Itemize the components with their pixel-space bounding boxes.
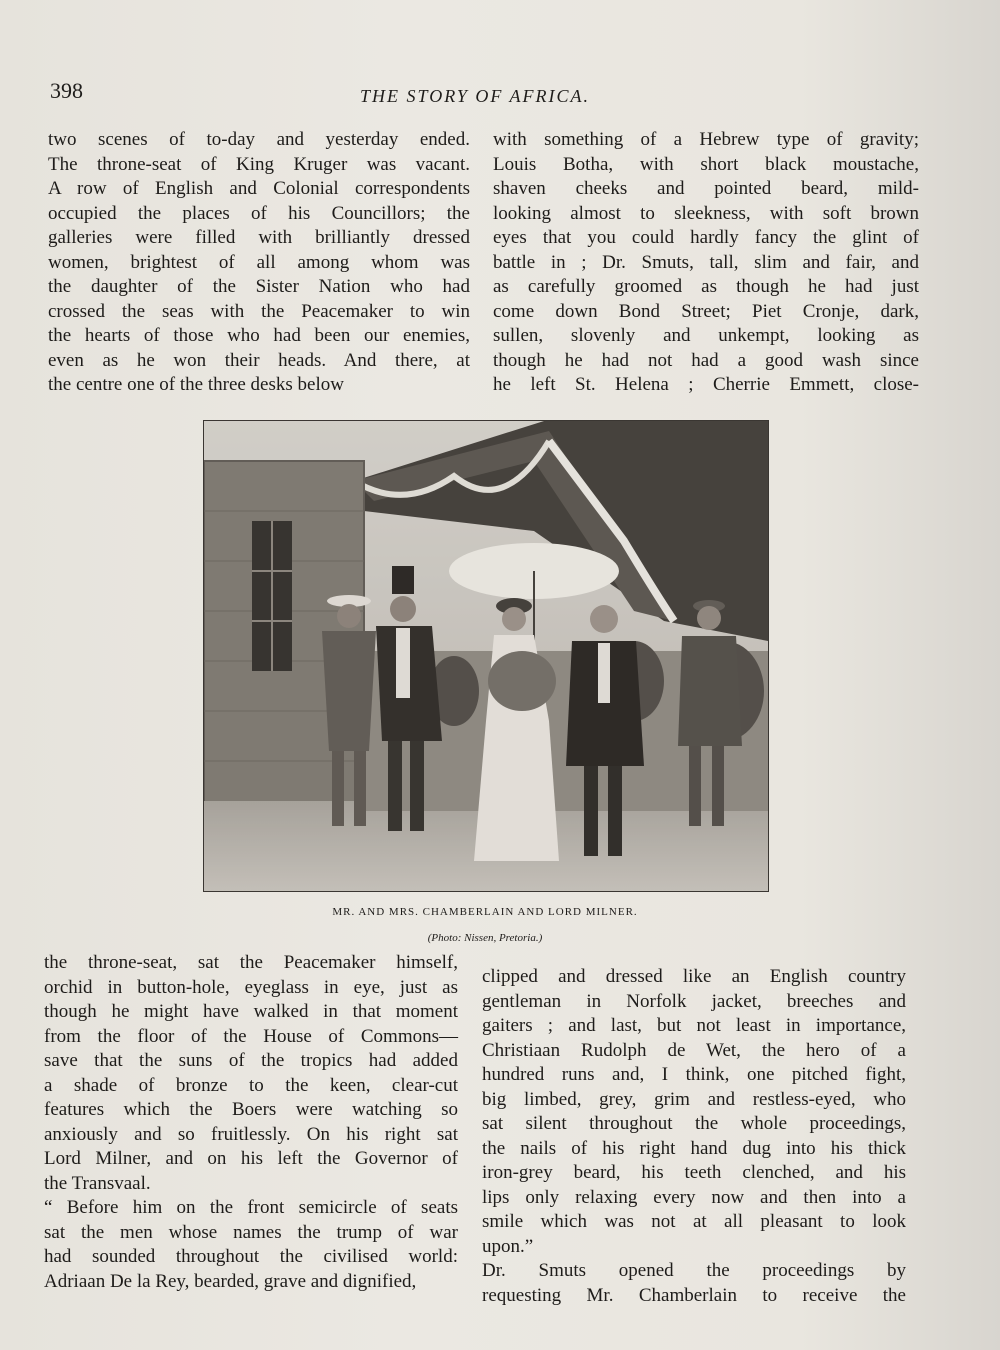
page-header (50, 78, 950, 108)
text-line: gentleman in Norfolk jacket, breeches and (482, 990, 906, 1012)
text-line: Adriaan De la Rey, bearded, grave and dignified, (44, 1270, 417, 1292)
text-line: sat the men whose names the trump of war (44, 1221, 458, 1243)
running-title: THE STORY OF AFRICA. (360, 86, 591, 106)
text-line: the hearts of those who had been our enemies, (48, 325, 470, 346)
text-line: sat silent throughout the whole proceedings, (482, 1113, 906, 1134)
text-line: eyes that you could hardly fancy the glint of (493, 227, 919, 248)
text-line: clipped and dressed like an English country (482, 966, 906, 987)
text-line: hundred runs and, I think, one pitched fight, (482, 1064, 906, 1085)
text-line: occupied the places of his Councillors; the (48, 202, 470, 224)
text-line: Dr. Smuts opened the proceedings by (482, 1260, 906, 1281)
text-column-top-right (493, 128, 919, 398)
text-line: Lord Milner, and on his left the Governor of (44, 1148, 458, 1169)
text-line: shaven cheeks and pointed beard, mild- (493, 178, 919, 199)
text-line: even as he won their heads. And there, at (48, 349, 470, 371)
text-line: the centre one of the three desks below (48, 374, 344, 395)
text-line: had sounded throughout the civilised world: (44, 1246, 458, 1267)
text-line: come down Bond Street; Piet Cronje, dark, (493, 300, 919, 322)
text-line: Louis Botha, with short black moustache, (493, 153, 919, 175)
figure-caption: MR. AND MRS. CHAMBERLAIN AND LORD MILNER. (332, 906, 638, 918)
text-line: lips only relaxing every now and then into a (482, 1186, 906, 1208)
text-column-bottom-left (44, 951, 458, 1294)
page-number: 398 (50, 78, 83, 103)
text-line: “ Before him on the front semicircle of seats (44, 1197, 458, 1218)
text-line: Christiaan Rudolph de Wet, the hero of a (482, 1039, 906, 1061)
text-line: a shade of bronze to the keen, clear-cut (44, 1074, 458, 1096)
text-line: though he had not had a good wash since (493, 349, 919, 371)
text-line: from the floor of the House of Commons— (44, 1025, 458, 1047)
text-line: features which the Boers were watching so (44, 1099, 458, 1120)
text-line: sullen, slovenly and unkempt, looking as (493, 325, 919, 346)
photograph-illustration (204, 421, 768, 891)
text-column-bottom-right (482, 965, 906, 1308)
text-line: the daughter of the Sister Nation who had (48, 276, 470, 297)
text-column-top-left (48, 128, 470, 398)
text-line: the throne-seat, sat the Peacemaker himself, (44, 952, 458, 973)
text-line: upon.” (482, 1235, 534, 1257)
text-line: big limbed, grey, grim and restless-eyed, who (482, 1088, 906, 1110)
text-line: save that the suns of the tropics had added (44, 1050, 458, 1071)
text-line: gaiters ; and last, but not least in importance, (482, 1015, 906, 1036)
text-line: with something of a Hebrew type of gravity; (493, 129, 919, 150)
text-line: battle in ; Dr. Smuts, tall, slim and fair, and (493, 251, 919, 273)
text-line: anxiously and so fruitlessly. On his right sat (44, 1123, 458, 1145)
text-line: crossed the seas with the Peacemaker to win (48, 300, 470, 322)
text-line: as carefully groomed as though he had just (493, 276, 919, 297)
text-line: requesting Mr. Chamberlain to receive the (482, 1284, 906, 1306)
text-line: looking almost to sleekness, with soft brown (493, 202, 919, 224)
text-line: orchid in button-hole, eyeglass in eye, just as (44, 976, 458, 998)
text-line: though he might have walked in that moment (44, 1001, 458, 1022)
text-line: iron-grey beard, his teeth clenched, and his (482, 1162, 906, 1183)
text-line: the Transvaal. (44, 1172, 151, 1194)
text-line: A row of English and Colonial correspondents (48, 178, 470, 199)
text-line: the nails of his right hand dug into his thick (482, 1137, 906, 1159)
photo-credit: (Photo: Nissen, Pretoria.) (427, 932, 543, 944)
text-line: he left St. Helena ; Cherrie Emmett, close- (493, 374, 919, 395)
text-line: women, brightest of all among whom was (48, 251, 470, 273)
text-line: galleries were filled with brilliantly dressed (48, 227, 470, 248)
photograph (203, 420, 769, 892)
text-line: The throne-seat of King Kruger was vacant. (48, 153, 470, 175)
text-line: two scenes of to-day and yesterday ended. (48, 129, 470, 150)
text-line: smile which was not at all pleasant to look (482, 1211, 906, 1232)
